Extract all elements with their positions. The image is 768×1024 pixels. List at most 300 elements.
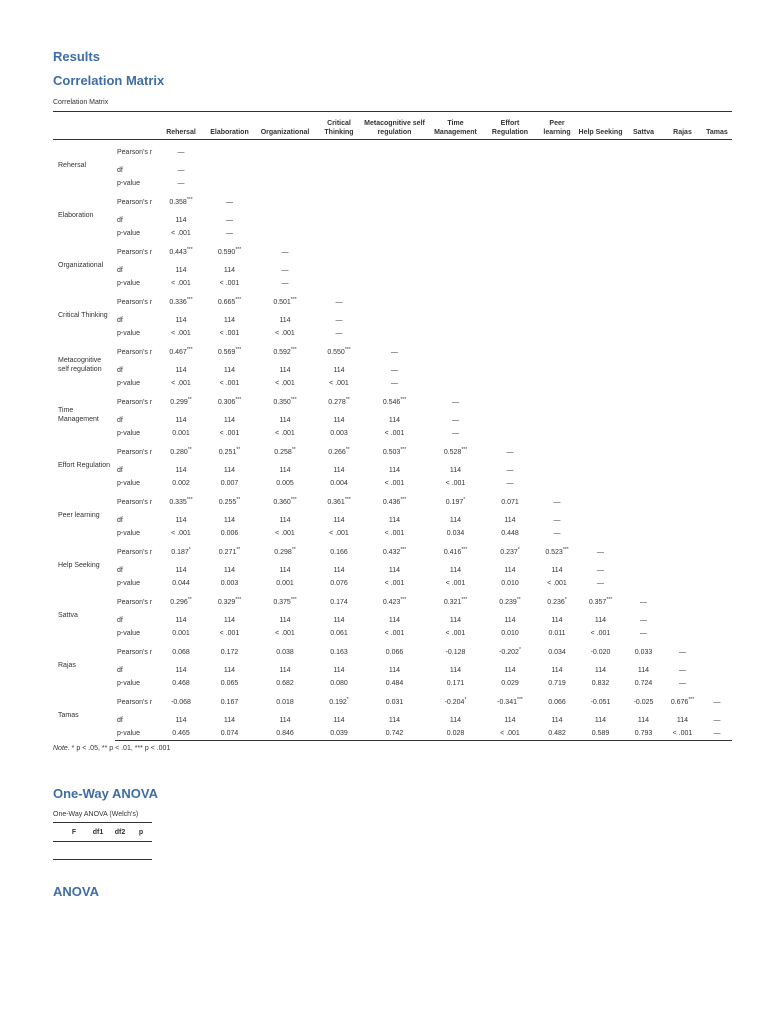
significance-marker: ** bbox=[345, 446, 350, 453]
table-cell bbox=[428, 290, 483, 314]
table-cell: < .001 bbox=[590, 629, 611, 637]
table-cell bbox=[483, 240, 537, 264]
table-cell bbox=[428, 364, 483, 376]
significance-marker: *** bbox=[235, 296, 242, 303]
column-header: Organizational bbox=[260, 129, 310, 136]
cell-value: 0.361 bbox=[327, 498, 345, 506]
stat-label: Pearson's r bbox=[117, 648, 153, 656]
table-cell: — bbox=[281, 279, 289, 287]
table-cell bbox=[624, 690, 663, 714]
table-cell bbox=[483, 426, 537, 440]
stat-label: df bbox=[117, 266, 123, 274]
table-cell: 114 bbox=[388, 416, 401, 424]
table-row bbox=[53, 326, 732, 340]
table-cell bbox=[702, 626, 732, 640]
cell-value: 0.665 bbox=[217, 298, 236, 306]
significance-marker: *** bbox=[517, 696, 523, 703]
anova-col-df2: df2 bbox=[114, 828, 126, 836]
table-cell: 0.002 bbox=[172, 479, 190, 487]
table-cell: 114 bbox=[388, 666, 401, 674]
table-cell: 0.039 bbox=[317, 726, 361, 741]
stat-label: p-value bbox=[115, 726, 156, 741]
table-cell bbox=[361, 164, 428, 176]
correlation-table-container bbox=[53, 111, 732, 741]
table-cell bbox=[702, 290, 732, 314]
table-cell bbox=[702, 276, 732, 290]
table-cell bbox=[361, 390, 428, 414]
table-cell bbox=[663, 590, 702, 614]
table-cell bbox=[156, 640, 206, 664]
table-cell bbox=[577, 190, 624, 214]
cell-value: 0.033 bbox=[634, 648, 653, 656]
table-cell bbox=[702, 464, 732, 476]
cell-value: 0.523 bbox=[545, 548, 563, 556]
table-cell: 114 bbox=[637, 716, 650, 724]
significance-marker: * bbox=[564, 596, 567, 603]
table-row bbox=[53, 240, 732, 264]
cell-value: 0.192 bbox=[329, 698, 347, 706]
table-cell bbox=[317, 240, 361, 264]
table-cell: — bbox=[281, 266, 289, 274]
table-cell bbox=[206, 440, 253, 464]
table-cell bbox=[253, 140, 317, 165]
cell-value: 0.423 bbox=[382, 598, 401, 606]
table-cell bbox=[663, 490, 702, 514]
table-cell bbox=[483, 140, 537, 165]
cell-value: 0.299 bbox=[170, 398, 188, 406]
cell-value: 0.068 bbox=[172, 648, 190, 656]
table-cell bbox=[537, 476, 577, 490]
table-cell bbox=[537, 490, 577, 514]
stat-label: p-value bbox=[117, 529, 140, 537]
table-cell: 114 bbox=[175, 266, 187, 274]
significance-marker: *** bbox=[400, 446, 407, 453]
table-cell: < .001 bbox=[384, 429, 405, 437]
table-cell bbox=[663, 176, 702, 190]
table-cell bbox=[428, 264, 483, 276]
anova-table-caption: One-Way ANOVA (Welch's) bbox=[53, 811, 139, 818]
table-cell bbox=[428, 490, 483, 514]
cell-value: 0.357 bbox=[588, 598, 607, 606]
stat-label: Pearson's r bbox=[117, 598, 153, 606]
table-cell bbox=[577, 426, 624, 440]
table-cell: — bbox=[452, 416, 459, 424]
table-cell bbox=[156, 540, 206, 564]
table-cell: < .001 bbox=[219, 379, 240, 387]
cell-value: 0.031 bbox=[385, 698, 404, 706]
table-cell bbox=[663, 576, 702, 590]
table-cell bbox=[537, 640, 577, 664]
cell-value: 0.172 bbox=[220, 648, 239, 656]
table-cell bbox=[361, 240, 428, 264]
cell-value: 0.569 bbox=[217, 348, 236, 356]
table-cell bbox=[483, 326, 537, 340]
table-cell bbox=[702, 240, 732, 264]
table-cell: 114 bbox=[279, 666, 291, 674]
table-cell bbox=[663, 426, 702, 440]
column-header: Critical Thinking bbox=[324, 120, 354, 136]
table-row bbox=[53, 276, 732, 290]
table-cell bbox=[206, 340, 253, 364]
table-cell bbox=[537, 340, 577, 364]
significance-marker: *** bbox=[235, 246, 242, 253]
table-cell: 114 bbox=[223, 516, 236, 524]
row-variable-name: Rehersal bbox=[58, 161, 87, 169]
table-cell: 0.044 bbox=[172, 579, 190, 587]
table-cell bbox=[428, 540, 483, 564]
row-variable-name: Metacognitive self regulation bbox=[58, 357, 102, 373]
table-cell bbox=[156, 340, 206, 364]
table-cell: 114 bbox=[279, 616, 291, 624]
cell-value: — bbox=[335, 298, 343, 306]
table-row bbox=[53, 414, 732, 426]
table-cell bbox=[663, 290, 702, 314]
table-cell: 0.001 bbox=[276, 579, 294, 587]
cell-value: -0.202 bbox=[499, 648, 519, 656]
table-cell: 114 bbox=[333, 716, 345, 724]
table-row bbox=[53, 664, 732, 676]
table-row bbox=[53, 626, 732, 640]
table-cell: 114 bbox=[637, 666, 650, 674]
cell-value: 0.251 bbox=[218, 448, 237, 456]
table-row bbox=[53, 376, 732, 390]
table-cell bbox=[577, 364, 624, 376]
significance-marker: ** bbox=[345, 396, 350, 403]
table-cell: < .001 bbox=[547, 579, 567, 587]
table-cell bbox=[253, 164, 317, 176]
table-cell bbox=[206, 590, 253, 614]
table-cell bbox=[663, 526, 702, 540]
note-label: Note bbox=[53, 745, 68, 752]
table-cell bbox=[483, 640, 537, 664]
table-cell bbox=[206, 290, 253, 314]
significance-marker: * bbox=[463, 496, 466, 503]
table-cell bbox=[317, 276, 361, 290]
table-cell: 0.005 bbox=[276, 479, 294, 487]
table-cell bbox=[577, 326, 624, 340]
table-cell bbox=[537, 190, 577, 214]
row-variable-name: Help Seeking bbox=[58, 561, 100, 569]
table-cell bbox=[577, 464, 624, 476]
stat-label: p-value bbox=[117, 229, 140, 237]
table-cell: < .001 bbox=[171, 229, 191, 237]
table-cell bbox=[483, 164, 537, 176]
table-cell: 114 bbox=[504, 716, 516, 724]
table-cell bbox=[577, 514, 624, 526]
significance-marker: * bbox=[464, 696, 467, 703]
table-cell: 114 bbox=[279, 316, 291, 324]
table-cell bbox=[156, 190, 206, 214]
table-cell bbox=[577, 390, 624, 414]
table-cell bbox=[156, 140, 206, 165]
header-spacer bbox=[53, 112, 115, 140]
table-cell bbox=[317, 390, 361, 414]
stat-label: df bbox=[117, 616, 123, 624]
table-cell: 114 bbox=[175, 516, 187, 524]
table-cell: — bbox=[553, 529, 561, 537]
table-cell bbox=[624, 414, 663, 426]
table-cell bbox=[624, 240, 663, 264]
table-cell: 114 bbox=[223, 716, 236, 724]
table-cell bbox=[206, 176, 253, 190]
cell-value: 0.197 bbox=[445, 498, 464, 506]
table-cell bbox=[577, 540, 624, 564]
table-cell: 0.010 bbox=[501, 579, 519, 587]
table-row bbox=[53, 164, 732, 176]
table-cell bbox=[702, 526, 732, 540]
table-cell bbox=[537, 140, 577, 165]
table-cell bbox=[537, 590, 577, 614]
cell-value: -0.020 bbox=[590, 648, 611, 656]
table-cell bbox=[663, 640, 702, 664]
stat-label: p-value bbox=[117, 329, 140, 337]
table-cell: 0.846 bbox=[253, 726, 317, 741]
table-cell: — bbox=[177, 166, 185, 174]
table-cell: < .001 bbox=[275, 379, 295, 387]
table-cell bbox=[663, 190, 702, 214]
table-cell bbox=[577, 214, 624, 226]
table-cell: 0.074 bbox=[206, 726, 253, 741]
table-cell bbox=[483, 364, 537, 376]
table-cell: 114 bbox=[504, 616, 516, 624]
table-cell bbox=[702, 264, 732, 276]
table-cell bbox=[361, 590, 428, 614]
table-cell: — bbox=[640, 616, 647, 624]
table-cell bbox=[624, 276, 663, 290]
table-cell bbox=[663, 314, 702, 326]
table-cell bbox=[428, 190, 483, 214]
cell-value: — bbox=[597, 548, 604, 556]
table-cell bbox=[702, 440, 732, 464]
table-cell bbox=[537, 276, 577, 290]
column-header: Rajas bbox=[673, 129, 692, 136]
table-cell bbox=[624, 164, 663, 176]
table-cell bbox=[624, 214, 663, 226]
table-cell bbox=[156, 390, 206, 414]
table-row bbox=[53, 390, 732, 414]
table-cell bbox=[483, 440, 537, 464]
table-cell bbox=[537, 390, 577, 414]
table-cell: 0.006 bbox=[220, 529, 239, 537]
table-cell bbox=[483, 314, 537, 326]
row-variable-name: Rajas bbox=[58, 661, 76, 669]
table-cell bbox=[624, 476, 663, 490]
table-row bbox=[53, 676, 732, 690]
table-cell bbox=[206, 490, 253, 514]
table-cell bbox=[156, 490, 206, 514]
cell-value: 0.239 bbox=[499, 598, 517, 606]
table-cell bbox=[428, 240, 483, 264]
table-cell: — bbox=[335, 316, 343, 324]
table-row bbox=[53, 590, 732, 614]
cell-value: -0.204 bbox=[444, 698, 465, 706]
table-cell bbox=[428, 314, 483, 326]
table-cell: < .001 bbox=[171, 529, 191, 537]
table-cell: 0.003 bbox=[330, 429, 348, 437]
table-cell: 114 bbox=[223, 666, 236, 674]
column-header: Tamas bbox=[706, 129, 728, 136]
significance-marker: ** bbox=[236, 496, 241, 503]
table-cell bbox=[317, 176, 361, 190]
cell-value: 0.306 bbox=[217, 398, 236, 406]
table-cell: — bbox=[679, 666, 686, 674]
table-cell bbox=[361, 176, 428, 190]
table-cell bbox=[577, 264, 624, 276]
cell-value: 0.358 bbox=[169, 198, 187, 206]
cell-value: 0.167 bbox=[220, 698, 239, 706]
table-cell: 0.007 bbox=[220, 479, 239, 487]
table-cell: 0.448 bbox=[501, 529, 519, 537]
table-cell bbox=[317, 164, 361, 176]
table-cell: 114 bbox=[223, 316, 236, 324]
table-cell bbox=[206, 190, 253, 214]
table-cell bbox=[253, 290, 317, 314]
significance-marker: *** bbox=[400, 596, 407, 603]
table-cell bbox=[483, 190, 537, 214]
table-row bbox=[53, 690, 732, 714]
cell-value: — bbox=[506, 448, 514, 456]
table-cell: 114 bbox=[551, 666, 563, 674]
table-cell bbox=[624, 226, 663, 240]
cell-value: — bbox=[713, 698, 721, 706]
table-cell bbox=[483, 290, 537, 314]
table-cell bbox=[428, 440, 483, 464]
stat-label: df bbox=[117, 216, 123, 224]
correlation-matrix-heading: Correlation Matrix bbox=[53, 73, 165, 88]
table-cell bbox=[253, 340, 317, 364]
table-cell bbox=[206, 164, 253, 176]
cell-value: 0.501 bbox=[273, 298, 291, 306]
table-cell bbox=[577, 490, 624, 514]
table-cell bbox=[483, 340, 537, 364]
table-cell bbox=[361, 640, 428, 664]
column-header: Help Seeking bbox=[578, 129, 623, 136]
table-cell: 114 bbox=[449, 616, 462, 624]
table-cell bbox=[624, 490, 663, 514]
table-cell bbox=[206, 240, 253, 264]
significance-marker: *** bbox=[235, 346, 242, 353]
cell-value: 0.528 bbox=[443, 448, 462, 456]
significance-marker: * bbox=[517, 546, 520, 553]
table-cell bbox=[577, 176, 624, 190]
cell-value: 0.258 bbox=[274, 448, 292, 456]
table-row bbox=[53, 526, 732, 540]
stat-label: df bbox=[117, 716, 123, 724]
table-cell: — bbox=[226, 229, 233, 237]
table-cell: 114 bbox=[175, 616, 187, 624]
table-cell bbox=[317, 140, 361, 165]
cell-value: 0.436 bbox=[382, 498, 401, 506]
cell-value: 0.280 bbox=[170, 448, 188, 456]
stat-label: Pearson's r bbox=[117, 148, 153, 156]
table-cell bbox=[663, 140, 702, 165]
table-cell bbox=[317, 264, 361, 276]
anova-col-df1: df1 bbox=[92, 828, 104, 836]
table-cell bbox=[577, 590, 624, 614]
table-cell: 0.482 bbox=[537, 726, 577, 741]
table-cell: 114 bbox=[333, 566, 345, 574]
table-cell bbox=[577, 340, 624, 364]
table-cell bbox=[537, 240, 577, 264]
table-cell bbox=[537, 164, 577, 176]
cell-value: 0.018 bbox=[276, 698, 294, 706]
table-cell bbox=[702, 190, 732, 214]
table-cell bbox=[361, 276, 428, 290]
table-cell bbox=[483, 226, 537, 240]
table-cell bbox=[361, 440, 428, 464]
cell-value: 0.592 bbox=[273, 348, 291, 356]
significance-marker: *** bbox=[290, 496, 297, 503]
table-cell bbox=[624, 176, 663, 190]
table-cell: < .001 bbox=[445, 579, 466, 587]
table-row bbox=[53, 614, 732, 626]
table-cell bbox=[702, 590, 732, 614]
table-cell bbox=[577, 640, 624, 664]
table-cell bbox=[483, 590, 537, 614]
table-row bbox=[53, 440, 732, 464]
table-cell bbox=[483, 276, 537, 290]
table-cell: < .001 bbox=[329, 529, 349, 537]
table-cell bbox=[702, 140, 732, 165]
table-cell bbox=[537, 376, 577, 390]
table-cell: < .001 bbox=[219, 629, 240, 637]
table-cell: — bbox=[506, 479, 514, 487]
table-cell bbox=[577, 164, 624, 176]
table-cell: 114 bbox=[223, 566, 236, 574]
anova-table-header bbox=[53, 822, 152, 842]
cell-value: -0.051 bbox=[590, 698, 611, 706]
table-row bbox=[53, 214, 732, 226]
table-cell bbox=[624, 340, 663, 364]
significance-marker: *** bbox=[290, 346, 297, 353]
cell-value: 0.266 bbox=[328, 448, 346, 456]
cell-value: 0.255 bbox=[218, 498, 237, 506]
table-cell bbox=[663, 414, 702, 426]
table-cell bbox=[317, 640, 361, 664]
significance-marker: ** bbox=[291, 546, 296, 553]
table-row bbox=[53, 364, 732, 376]
table-cell: 114 bbox=[449, 466, 462, 474]
table-cell bbox=[577, 476, 624, 490]
table-cell: 114 bbox=[333, 666, 345, 674]
table-cell: 0.468 bbox=[172, 679, 190, 687]
table-cell: 0.793 bbox=[624, 726, 663, 741]
table-cell bbox=[702, 664, 732, 676]
table-cell bbox=[577, 414, 624, 426]
table-cell: — bbox=[713, 716, 721, 724]
table-cell bbox=[624, 590, 663, 614]
cell-value: — bbox=[177, 148, 185, 156]
stat-label: p-value bbox=[117, 579, 140, 587]
table-cell: 0.061 bbox=[330, 629, 348, 637]
table-cell bbox=[537, 314, 577, 326]
table-cell bbox=[577, 440, 624, 464]
table-cell bbox=[428, 226, 483, 240]
table-row bbox=[53, 340, 732, 364]
table-cell bbox=[253, 540, 317, 564]
table-cell bbox=[537, 464, 577, 476]
table-cell: 114 bbox=[175, 416, 187, 424]
cell-value: — bbox=[640, 598, 647, 606]
column-header: Effort Regulation bbox=[491, 120, 529, 136]
table-cell bbox=[253, 590, 317, 614]
table-cell bbox=[577, 290, 624, 314]
cell-value: 0.166 bbox=[330, 548, 348, 556]
table-cell: 114 bbox=[551, 616, 563, 624]
table-cell bbox=[624, 514, 663, 526]
row-variable-name: Sattva bbox=[58, 611, 78, 619]
cell-value: 0.329 bbox=[217, 598, 236, 606]
